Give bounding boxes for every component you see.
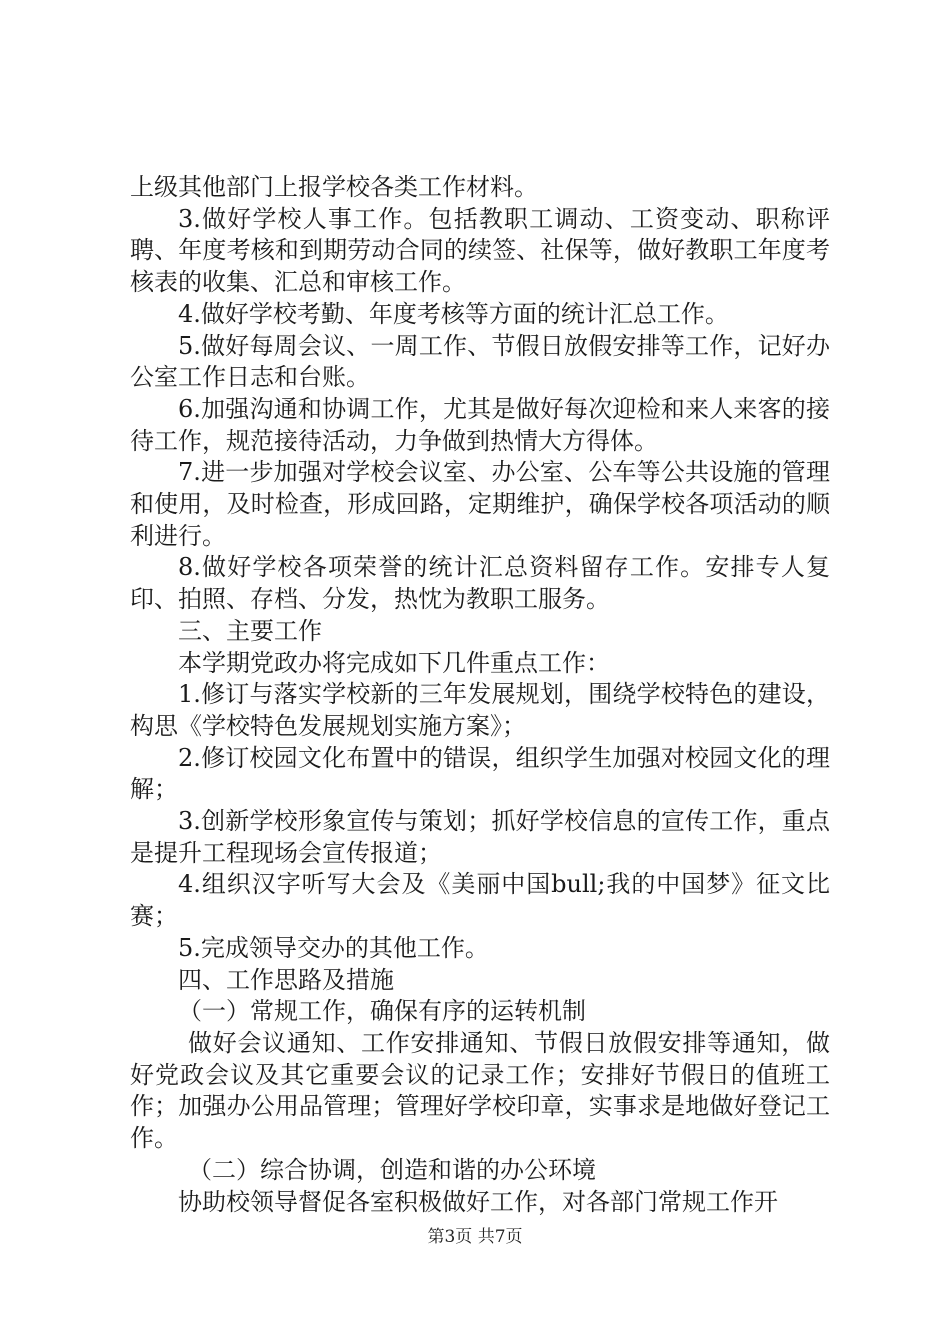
paragraph: 四、工作思路及措施 (178, 965, 394, 994)
paragraph: 2.修订校园文化布置中的错误，组织学生加强对校园文化的理解； (130, 743, 830, 804)
paragraph: 3.做好学校人事工作。包括教职工调动、工资变动、职称评聘、年度考核和到期劳动合同的续签、社保等，做好教职工年度考核表的收集、汇总和审核工作。 (130, 204, 830, 297)
paragraph: 4.做好学校考勤、年度考核等方面的统计汇总工作。 (178, 299, 729, 328)
paragraph: （二）综合协调，创造和谐的办公环境 (188, 1155, 596, 1184)
page-footer: 第3页 共7页 (427, 1227, 523, 1247)
paragraph: 三、主要工作 (178, 616, 322, 645)
paragraph: （一）常规工作，确保有序的运转机制 (178, 997, 586, 1026)
paragraph: 本学期党政办将完成如下几件重点工作： (178, 648, 610, 677)
paragraph: 5.完成领导交办的其他工作。 (178, 933, 489, 962)
paragraph: 3.创新学校形象宣传与策划；抓好学校信息的宣传工作，重点是提升工程现场会宣传报道； (130, 807, 830, 867)
paragraph: 4.组织汉字听写大会及《美丽中国bull;我的中国梦》征文比赛； (130, 870, 830, 931)
paragraph: 做好会议通知、工作安排通知、节假日放假安排等通知，做好党政会议及其它重要会议的记录工作；安排好节假日的值班工作；加强办公用品管理；管理好学校印章，实事求是地做好登记工作。 (130, 1028, 830, 1153)
paragraph: 协助校领导督促各室积极做好工作，对各部门常规工作开 (178, 1187, 778, 1216)
paragraph: 1.修订与落实学校新的三年发展规划，围绕学校特色的建设，构思《学校特色发展规划实施方案》； (130, 680, 830, 740)
paragraph: 5.做好每周会议、一周工作、节假日放假安排等工作，记好办公室工作日志和台账。 (130, 331, 830, 392)
paragraph: 6.加强沟通和协调工作，尤其是做好每次迎检和来人来客的接待工作，规范接待活动，力争做到热情大方得体。 (130, 394, 830, 455)
document-body (130, 172, 830, 1218)
paragraph: 8.做好学校各项荣誉的统计汇总资料留存工作。安排专人复印、拍照、存档、分发，热忱为教职工服务。 (130, 553, 830, 614)
paragraph: 上级其他部门上报学校各类工作材料。 (130, 173, 538, 201)
paragraph: 7.进一步加强对学校会议室、办公室、公车等公共设施的管理和使用，及时检查，形成回路，定期维护，确保学校各项活动的顺利进行。 (130, 458, 830, 550)
